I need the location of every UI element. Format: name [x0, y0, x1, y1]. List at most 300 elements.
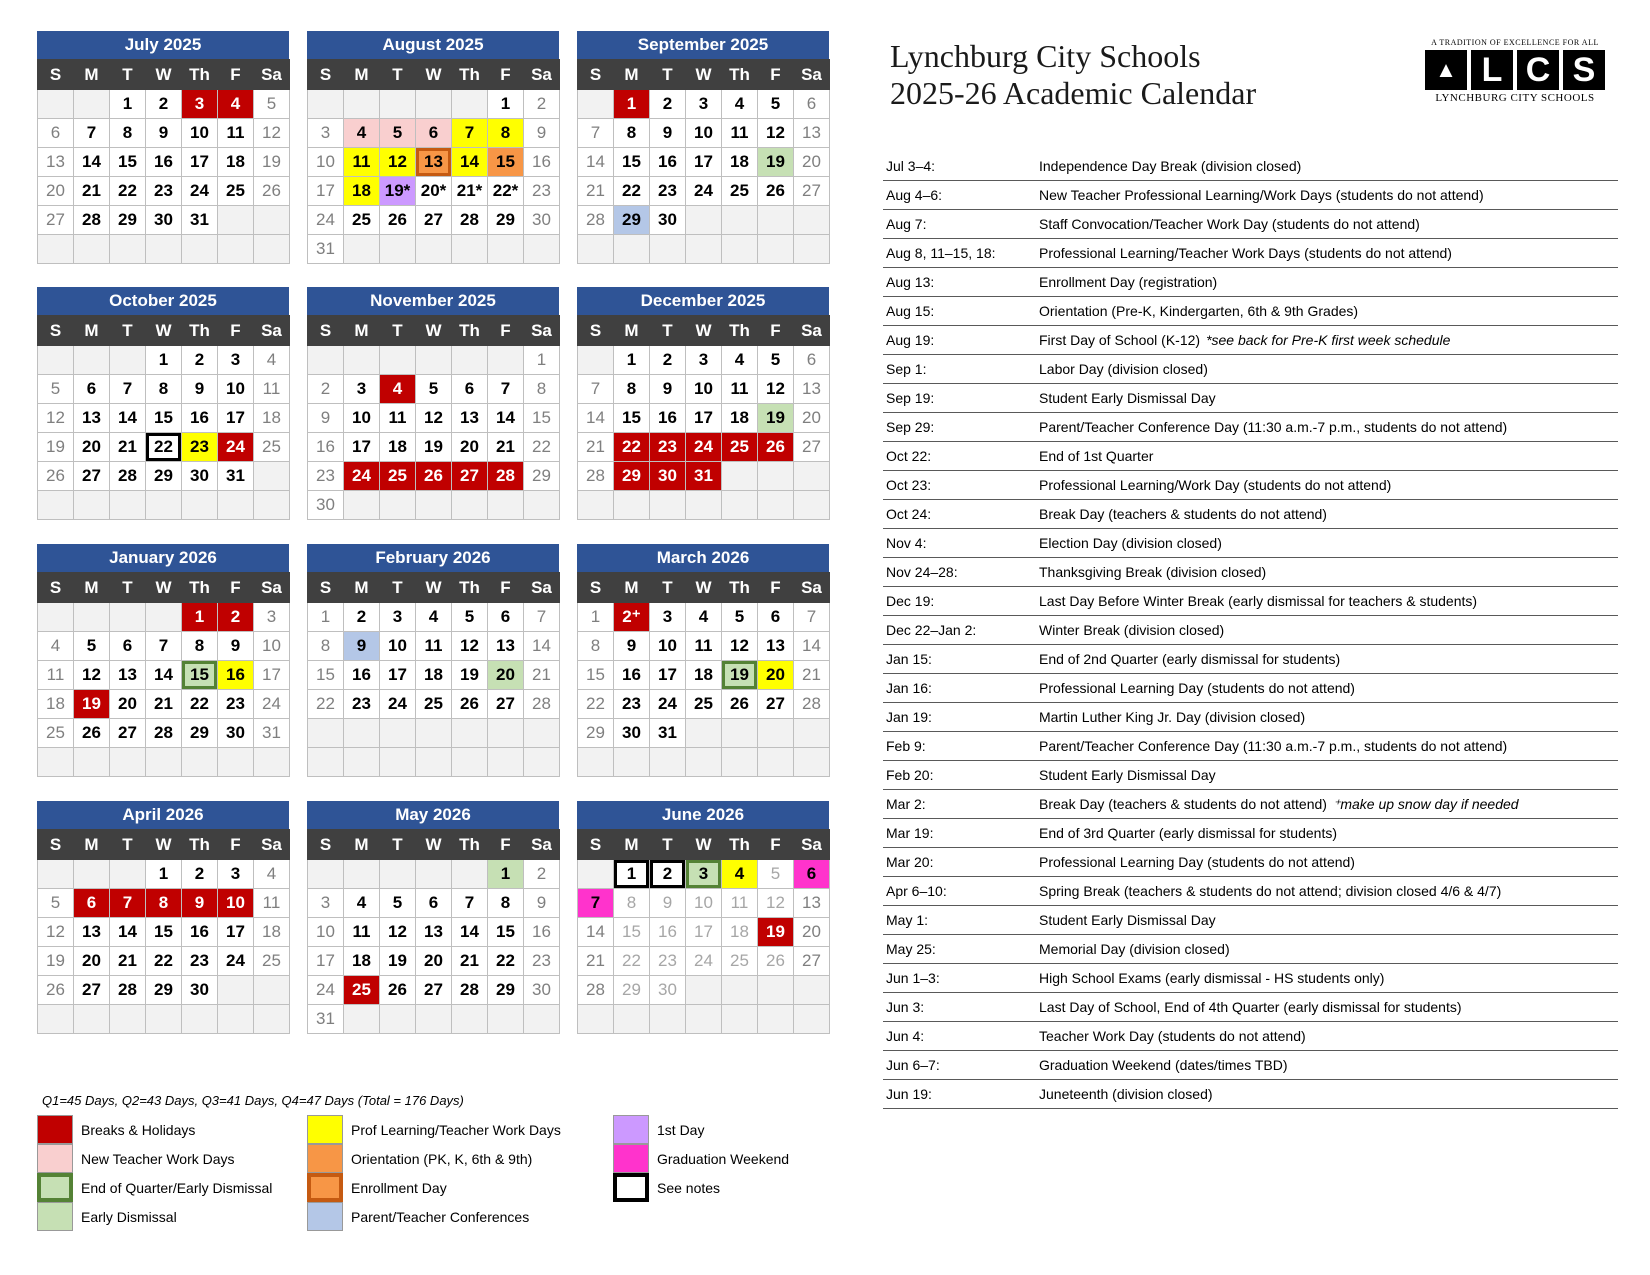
- logo-name: LYNCHBURG CITY SCHOOLS: [1435, 92, 1595, 104]
- day-cell: 25: [344, 976, 380, 1005]
- empty-day-cell: [74, 860, 110, 889]
- day-cell: 10: [218, 889, 254, 918]
- title-line-2: 2025-26 Academic Calendar: [890, 75, 1257, 111]
- day-cell: 1: [488, 90, 524, 119]
- day-cell: 30: [182, 976, 218, 1005]
- day-cell: 17: [686, 918, 722, 947]
- weekday-header: S: [38, 573, 74, 603]
- day-cell: 23: [182, 433, 218, 462]
- weekday-header: W: [146, 573, 182, 603]
- month-grid: [577, 572, 830, 777]
- empty-day-cell: [38, 1005, 74, 1034]
- day-cell: 20: [452, 433, 488, 462]
- day-cell: 17: [254, 661, 290, 690]
- day-cell: 26: [380, 206, 416, 235]
- event-date: Feb 20:: [886, 767, 934, 783]
- weekday-header: Th: [722, 573, 758, 603]
- weekday-header: M: [614, 573, 650, 603]
- day-cell: 13: [794, 889, 830, 918]
- day-cell: 8: [308, 632, 344, 661]
- legend-item: [307, 1144, 532, 1173]
- legend-swatch: [37, 1115, 73, 1144]
- day-cell: 22: [488, 947, 524, 976]
- event-text: Last Day of School, End of 4th Quarter (early dismissal for students): [1039, 999, 1462, 1015]
- event-text: Election Day (division closed): [1039, 535, 1222, 551]
- day-cell: 24: [308, 976, 344, 1005]
- day-cell: 25: [686, 690, 722, 719]
- legend-label: Breaks & Holidays: [81, 1121, 196, 1138]
- day-cell: 6: [794, 346, 830, 375]
- day-cell: 5: [38, 889, 74, 918]
- event-date: Nov 24–28:: [886, 564, 958, 580]
- day-cell: 15: [614, 918, 650, 947]
- empty-day-cell: [380, 346, 416, 375]
- day-cell: 18: [254, 918, 290, 947]
- day-cell: 11: [38, 661, 74, 690]
- day-cell: 14: [146, 661, 182, 690]
- quarter-summary: Q1=45 Days, Q2=43 Days, Q3=41 Days, Q4=47 Days (Total = 176 Days): [42, 1093, 464, 1108]
- day-cell: 23: [524, 177, 560, 206]
- empty-day-cell: [344, 346, 380, 375]
- day-cell: 26: [758, 433, 794, 462]
- empty-day-cell: [416, 90, 452, 119]
- day-cell: 27: [452, 462, 488, 491]
- month-title: August 2025: [307, 31, 559, 59]
- empty-day-cell: [686, 1005, 722, 1034]
- day-cell: 21: [578, 177, 614, 206]
- day-cell: 19: [758, 148, 794, 177]
- month-grid: [37, 315, 290, 520]
- day-cell: 6: [794, 90, 830, 119]
- event-row: [883, 732, 1618, 761]
- legend-label: 1st Day: [657, 1121, 705, 1138]
- day-cell: 18: [722, 918, 758, 947]
- empty-day-cell: [416, 860, 452, 889]
- day-cell: 1: [614, 90, 650, 119]
- weekday-header: Sa: [254, 830, 290, 860]
- weekday-header: T: [380, 60, 416, 90]
- day-cell: 1: [614, 860, 650, 889]
- day-cell: 20: [38, 177, 74, 206]
- day-cell: 19: [254, 148, 290, 177]
- day-cell: 2: [218, 603, 254, 632]
- day-cell: 9: [344, 632, 380, 661]
- weekday-header: W: [146, 316, 182, 346]
- day-cell: 27: [758, 690, 794, 719]
- day-cell: 17: [686, 148, 722, 177]
- day-cell: 22: [182, 690, 218, 719]
- empty-day-cell: [182, 235, 218, 264]
- empty-day-cell: [110, 603, 146, 632]
- day-cell: 5: [74, 632, 110, 661]
- empty-day-cell: [344, 90, 380, 119]
- event-text: Staff Convocation/Teacher Work Day (students do not attend): [1039, 216, 1420, 232]
- day-cell: 15: [146, 404, 182, 433]
- empty-day-cell: [578, 346, 614, 375]
- empty-day-cell: [74, 1005, 110, 1034]
- day-cell: 16: [218, 661, 254, 690]
- empty-day-cell: [758, 491, 794, 520]
- month-title: September 2025: [577, 31, 829, 59]
- day-cell: 26: [38, 976, 74, 1005]
- day-cell: 20: [758, 661, 794, 690]
- day-cell: 7: [488, 375, 524, 404]
- event-text: Break Day (teachers & students do not attend): [1039, 506, 1327, 522]
- event-date: Aug 15:: [886, 303, 935, 319]
- weekday-header: W: [416, 316, 452, 346]
- event-date: Aug 4–6:: [886, 187, 943, 203]
- empty-day-cell: [344, 860, 380, 889]
- day-cell: 14: [452, 148, 488, 177]
- empty-day-cell: [578, 235, 614, 264]
- weekday-header: Th: [722, 60, 758, 90]
- empty-day-cell: [38, 235, 74, 264]
- month-calendar: [37, 801, 289, 1034]
- empty-day-cell: [578, 90, 614, 119]
- day-cell: 2: [650, 346, 686, 375]
- day-cell: 28: [452, 206, 488, 235]
- day-cell: 10: [650, 632, 686, 661]
- day-cell: 1: [578, 603, 614, 632]
- empty-day-cell: [452, 1005, 488, 1034]
- day-cell: 17: [218, 918, 254, 947]
- event-date: Jun 19:: [886, 1086, 932, 1102]
- month-grid: [577, 829, 830, 1034]
- day-cell: 2: [146, 90, 182, 119]
- empty-day-cell: [380, 719, 416, 748]
- day-cell: 8: [110, 119, 146, 148]
- day-cell: 25: [254, 947, 290, 976]
- empty-day-cell: [614, 748, 650, 777]
- day-cell: 8: [488, 889, 524, 918]
- day-cell: 16: [524, 148, 560, 177]
- day-cell: 19: [452, 661, 488, 690]
- legend-label: Early Dismissal: [81, 1208, 177, 1225]
- day-cell: 2: [182, 346, 218, 375]
- event-date: Nov 4:: [886, 535, 927, 551]
- weekday-header: Sa: [524, 60, 560, 90]
- weekday-header: M: [74, 316, 110, 346]
- empty-day-cell: [110, 346, 146, 375]
- empty-day-cell: [146, 1005, 182, 1034]
- empty-day-cell: [488, 1005, 524, 1034]
- day-cell: 20: [794, 404, 830, 433]
- day-cell: 2: [524, 90, 560, 119]
- event-date: Mar 20:: [886, 854, 934, 870]
- day-cell: 30: [146, 206, 182, 235]
- event-row: [883, 326, 1618, 355]
- empty-day-cell: [452, 719, 488, 748]
- empty-day-cell: [686, 976, 722, 1005]
- empty-day-cell: [308, 748, 344, 777]
- legend-item: [307, 1115, 561, 1144]
- day-cell: 22: [578, 690, 614, 719]
- weekday-header: T: [380, 573, 416, 603]
- day-cell: 3: [686, 90, 722, 119]
- event-text: Spring Break (teachers & students do not attend; division closed 4/6 & 4/7): [1039, 883, 1502, 899]
- day-cell: 30: [218, 719, 254, 748]
- day-cell: 5: [380, 119, 416, 148]
- event-text: Parent/Teacher Conference Day (11:30 a.m.-7 p.m., students do not attend): [1039, 738, 1508, 754]
- day-cell: 20: [416, 947, 452, 976]
- day-cell: 21: [452, 947, 488, 976]
- empty-day-cell: [254, 1005, 290, 1034]
- day-cell: 12: [254, 119, 290, 148]
- legend-item: [613, 1115, 704, 1144]
- day-cell: 1: [146, 860, 182, 889]
- empty-day-cell: [686, 235, 722, 264]
- day-cell: 28: [794, 690, 830, 719]
- event-row: [883, 152, 1618, 181]
- day-cell: 14: [578, 148, 614, 177]
- day-cell: 30: [182, 462, 218, 491]
- month-title: March 2026: [577, 544, 829, 572]
- weekday-header: W: [146, 830, 182, 860]
- day-cell: 11: [218, 119, 254, 148]
- day-cell: 19: [416, 433, 452, 462]
- day-cell: 11: [344, 918, 380, 947]
- day-cell: 31: [308, 1005, 344, 1034]
- weekday-header: F: [218, 316, 254, 346]
- day-cell: 28: [578, 206, 614, 235]
- empty-day-cell: [578, 748, 614, 777]
- day-cell: 21: [578, 433, 614, 462]
- day-cell: 14: [110, 918, 146, 947]
- day-cell: 18: [254, 404, 290, 433]
- empty-day-cell: [416, 748, 452, 777]
- day-cell: 1: [308, 603, 344, 632]
- day-cell: 4: [254, 860, 290, 889]
- empty-day-cell: [38, 90, 74, 119]
- day-cell: 17: [650, 661, 686, 690]
- legend-item: [307, 1173, 447, 1202]
- weekday-header: S: [38, 60, 74, 90]
- day-cell: 4: [344, 119, 380, 148]
- day-cell: 3: [308, 119, 344, 148]
- event-date: Oct 24:: [886, 506, 932, 522]
- day-cell: 22: [614, 177, 650, 206]
- day-cell: 29: [182, 719, 218, 748]
- day-cell: 17: [308, 177, 344, 206]
- event-date: Jun 1–3:: [886, 970, 940, 986]
- empty-day-cell: [38, 346, 74, 375]
- day-cell: 27: [488, 690, 524, 719]
- day-cell: 31: [182, 206, 218, 235]
- day-cell: 15: [524, 404, 560, 433]
- empty-day-cell: [254, 462, 290, 491]
- day-cell: 13: [416, 918, 452, 947]
- day-cell: 9: [614, 632, 650, 661]
- event-date: Aug 13:: [886, 274, 935, 290]
- day-cell: 2: [650, 90, 686, 119]
- event-row: [883, 413, 1618, 442]
- weekday-header: Sa: [794, 316, 830, 346]
- empty-day-cell: [344, 719, 380, 748]
- weekday-header: M: [74, 60, 110, 90]
- day-cell: 27: [110, 719, 146, 748]
- empty-day-cell: [380, 90, 416, 119]
- day-cell: 23: [182, 947, 218, 976]
- empty-day-cell: [74, 603, 110, 632]
- day-cell: 23: [308, 462, 344, 491]
- day-cell: 16: [146, 148, 182, 177]
- event-date: Jun 3:: [886, 999, 925, 1015]
- day-cell: 26: [38, 462, 74, 491]
- empty-day-cell: [758, 206, 794, 235]
- day-cell: 3: [308, 889, 344, 918]
- day-cell: 31: [308, 235, 344, 264]
- empty-day-cell: [794, 206, 830, 235]
- day-cell: 14: [524, 632, 560, 661]
- day-cell: 24: [308, 206, 344, 235]
- legend-item: [613, 1173, 720, 1202]
- empty-day-cell: [344, 748, 380, 777]
- day-cell: 29: [110, 206, 146, 235]
- day-cell: 6: [452, 375, 488, 404]
- day-cell: 19: [74, 690, 110, 719]
- legend-swatch: [307, 1202, 343, 1231]
- empty-day-cell: [722, 719, 758, 748]
- weekday-header: Sa: [524, 573, 560, 603]
- day-cell: 6: [74, 889, 110, 918]
- day-cell: 31: [686, 462, 722, 491]
- weekday-header: Th: [182, 60, 218, 90]
- day-cell: 12: [758, 375, 794, 404]
- event-row: [883, 964, 1618, 993]
- event-date: Sep 1:: [886, 361, 927, 377]
- day-cell: 12: [38, 404, 74, 433]
- event-text: End of 2nd Quarter (early dismissal for students): [1039, 651, 1341, 667]
- day-cell: 19*: [380, 177, 416, 206]
- day-cell: 30: [524, 206, 560, 235]
- day-cell: 10: [344, 404, 380, 433]
- day-cell: 9: [218, 632, 254, 661]
- day-cell: 12: [416, 404, 452, 433]
- event-text: Independence Day Break (division closed): [1039, 158, 1302, 174]
- day-cell: 23: [344, 690, 380, 719]
- month-grid: [577, 315, 830, 520]
- event-date: May 1:: [886, 912, 929, 928]
- day-cell: 4: [686, 603, 722, 632]
- day-cell: 14: [794, 632, 830, 661]
- lcs-logo: [1415, 38, 1615, 110]
- day-cell: 24: [344, 462, 380, 491]
- empty-day-cell: [146, 748, 182, 777]
- day-cell: 3: [182, 90, 218, 119]
- day-cell: 18: [686, 661, 722, 690]
- day-cell: 11: [722, 119, 758, 148]
- weekday-header: S: [308, 316, 344, 346]
- day-cell: 31: [650, 719, 686, 748]
- empty-day-cell: [722, 976, 758, 1005]
- legend-swatch: [613, 1173, 649, 1202]
- empty-day-cell: [146, 603, 182, 632]
- day-cell: 21: [146, 690, 182, 719]
- weekday-header: W: [686, 60, 722, 90]
- event-text: Orientation (Pre-K, Kindergarten, 6th & 9th Grades): [1039, 303, 1359, 319]
- event-text: Professional Learning/Work Day (students do not attend): [1039, 477, 1392, 493]
- event-row: [883, 616, 1618, 645]
- empty-day-cell: [524, 719, 560, 748]
- empty-day-cell: [74, 90, 110, 119]
- month-calendar: [307, 801, 559, 1034]
- day-cell: 15: [110, 148, 146, 177]
- day-cell: 28: [578, 462, 614, 491]
- empty-day-cell: [38, 603, 74, 632]
- empty-day-cell: [452, 346, 488, 375]
- day-cell: 10: [686, 119, 722, 148]
- weekday-header: T: [650, 60, 686, 90]
- event-date: Oct 23:: [886, 477, 932, 493]
- legend-item: [37, 1173, 272, 1202]
- weekday-header: S: [578, 573, 614, 603]
- day-cell: 6: [758, 603, 794, 632]
- weekday-header: M: [74, 830, 110, 860]
- day-cell: 27: [794, 433, 830, 462]
- empty-day-cell: [758, 235, 794, 264]
- day-cell: 19: [758, 918, 794, 947]
- day-cell: 7: [794, 603, 830, 632]
- day-cell: 19: [38, 433, 74, 462]
- day-cell: 1: [110, 90, 146, 119]
- day-cell: 11: [722, 375, 758, 404]
- empty-day-cell: [416, 1005, 452, 1034]
- weekday-header: M: [344, 573, 380, 603]
- day-cell: 25: [38, 719, 74, 748]
- day-cell: 6: [416, 889, 452, 918]
- weekday-header: T: [380, 830, 416, 860]
- day-cell: 23: [218, 690, 254, 719]
- day-cell: 3: [254, 603, 290, 632]
- day-cell: 20*: [416, 177, 452, 206]
- day-cell: 4: [380, 375, 416, 404]
- empty-day-cell: [794, 1005, 830, 1034]
- legend-swatch: [307, 1144, 343, 1173]
- day-cell: 12: [758, 119, 794, 148]
- event-date: Dec 22–Jan 2:: [886, 622, 977, 638]
- day-cell: 12: [452, 632, 488, 661]
- day-cell: 19: [380, 947, 416, 976]
- empty-day-cell: [254, 491, 290, 520]
- month-title: February 2026: [307, 544, 559, 572]
- weekday-header: S: [308, 573, 344, 603]
- day-cell: 11: [416, 632, 452, 661]
- day-cell: 5: [758, 90, 794, 119]
- event-row: [883, 181, 1618, 210]
- weekday-header: S: [38, 316, 74, 346]
- event-date: Apr 6–10:: [886, 883, 947, 899]
- empty-day-cell: [452, 90, 488, 119]
- event-text: Enrollment Day (registration): [1039, 274, 1218, 290]
- empty-day-cell: [344, 235, 380, 264]
- empty-day-cell: [74, 491, 110, 520]
- empty-day-cell: [146, 235, 182, 264]
- day-cell: 10: [380, 632, 416, 661]
- day-cell: 31: [218, 462, 254, 491]
- event-text: Professional Learning Day (students do not attend): [1039, 854, 1355, 870]
- day-cell: 6: [488, 603, 524, 632]
- empty-day-cell: [74, 748, 110, 777]
- day-cell: 11: [380, 404, 416, 433]
- legend-swatch: [307, 1173, 343, 1202]
- event-row: [883, 471, 1618, 500]
- day-cell: 21: [110, 947, 146, 976]
- day-cell: 30: [650, 976, 686, 1005]
- logo-letter-s: S: [1563, 50, 1605, 90]
- day-cell: 26: [254, 177, 290, 206]
- event-date: Sep 19:: [886, 390, 935, 406]
- day-cell: 25: [722, 947, 758, 976]
